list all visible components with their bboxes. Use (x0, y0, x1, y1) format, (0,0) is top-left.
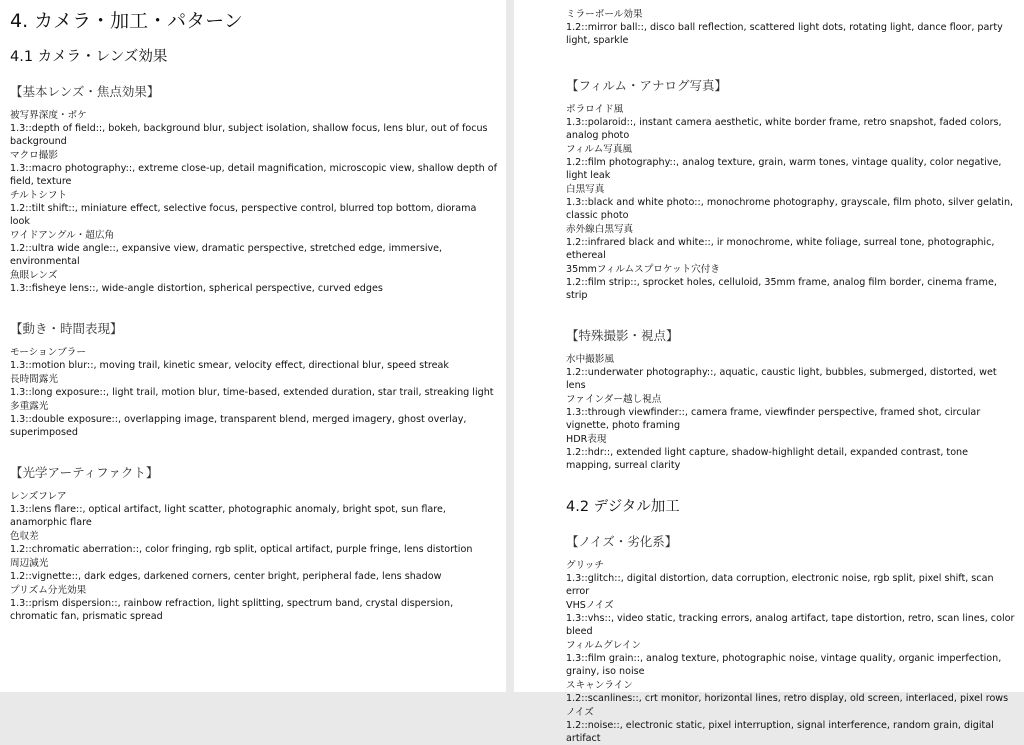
item-body: 1.3::polaroid::, instant camera aesthetic, white border frame, retro snapshot, faded colors, analog photo (566, 117, 1002, 141)
list-item (566, 183, 1016, 222)
item-body: 1.2::film strip::, sprocket holes, celluloid, 35mm frame, analog film border, cinema frame, strip (566, 277, 997, 301)
list-item (10, 189, 498, 228)
item-title: フィルム写真風 (566, 144, 633, 155)
list-item (566, 706, 1016, 745)
item-body: 1.3::film grain::, analog texture, photographic noise, vintage quality, organic imperfection, grainy, iso noise (566, 653, 1002, 677)
list-item (566, 103, 1016, 142)
section-subtitle: 4.2 デジタル加工 (566, 499, 680, 515)
item-body: 1.3::double exposure::, overlapping image, transparent blend, merged imagery, ghost overlay, superimposed (10, 414, 467, 438)
list-item (566, 263, 1016, 302)
item-body: 1.2::chromatic aberration::, color fringing, rgb split, optical artifact, purple fringe, lens distortion (10, 544, 473, 555)
item-body: 1.2::ultra wide angle::, expansive view, dramatic perspective, stretched edge, immersive, environmental (10, 243, 443, 267)
item-title: 長時間露光 (10, 374, 58, 385)
list-item (10, 269, 498, 295)
section (566, 327, 1016, 472)
list-item (566, 353, 1016, 392)
item-body: 1.2::noise::, electronic static, pixel interruption, signal interference, random grain, digital artifact (566, 720, 994, 744)
item-title: モーションブラー (10, 347, 86, 358)
section-heading: 【フィルム・アナログ写真】 (566, 78, 728, 93)
list-item (10, 490, 498, 529)
page-title: 4. カメラ・加工・パターン (10, 10, 243, 32)
section (10, 320, 498, 439)
item-body: 1.2::tilt shift::, miniature effect, selective focus, perspective control, blurred top bottom, diorama look (10, 203, 477, 227)
item-title: VHSノイズ (566, 600, 614, 611)
item-title: 赤外線白黒写真 (566, 224, 634, 235)
item-body: 1.2::mirror ball::, disco ball reflection, scattered light dots, rotating light, dance floor, party light, sparkle (566, 22, 1003, 46)
section-heading: 【特殊撮影・視点】 (566, 328, 679, 343)
list-item (566, 639, 1016, 678)
right-sections (566, 77, 1016, 472)
item-body: 1.2::vignette::, dark edges, darkened corners, center bright, peripheral fade, lens shadow (10, 571, 442, 582)
section-heading: 【光学アーティファクト】 (10, 465, 159, 480)
item-title: 白黒写真 (566, 184, 605, 195)
item-title: 水中撮影風 (566, 354, 614, 365)
section (566, 533, 1016, 745)
item-title: プリズム分光効果 (10, 585, 87, 596)
item-body: 1.2::hdr::, extended light capture, shadow-highlight detail, expanded contrast, tone mapping, surreal clarity (566, 447, 969, 471)
section-heading: 【動き・時間表現】 (10, 321, 123, 336)
item-body: 1.3::macro photography::, extreme close-up, detail magnification, microscopic view, shallow depth of field, texture (10, 163, 498, 187)
list-item (10, 530, 498, 556)
list-item (566, 559, 1016, 598)
section (10, 83, 498, 295)
item-title: チルトシフト (10, 190, 68, 201)
item-body: 1.3::prism dispersion::, rainbow refraction, light splitting, spectrum band, crystal dispersion, chromatic fan, prismatic spread (10, 598, 454, 622)
list-item (10, 557, 498, 583)
item-body: 1.2::scanlines::, crt monitor, horizontal lines, retro display, old screen, interlaced, pixel rows (566, 693, 1009, 704)
item-title: 被写界深度・ボケ (10, 110, 87, 121)
item-title: グリッチ (566, 560, 604, 571)
section-subtitle: 4.1 カメラ・レンズ効果 (10, 49, 168, 65)
list-item (566, 393, 1016, 432)
item-body: 1.2::film photography::, analog texture, grain, warm tones, vintage quality, color negative, light leak (566, 157, 1002, 181)
document-page-right (514, 0, 1024, 744)
section (566, 77, 1016, 302)
list-item (10, 109, 498, 148)
item-body: 1.3::lens flare::, optical artifact, light scatter, photographic anomaly, bright spot, sun flare, anamorphic flare (10, 504, 446, 528)
section-heading: 【基本レンズ・焦点効果】 (10, 84, 160, 99)
item-title: レンズフレア (10, 491, 67, 502)
list-item (566, 223, 1016, 262)
list-item (10, 346, 498, 372)
list-item (10, 584, 498, 623)
item-title: マクロ撮影 (10, 150, 58, 161)
right-sections-2 (566, 533, 1016, 745)
document-page-left (0, 0, 506, 692)
item-title: 色収差 (10, 531, 39, 542)
list-item (10, 400, 498, 439)
list-item (10, 229, 498, 268)
list-item (566, 143, 1016, 182)
item-title: ワイドアングル・超広角 (10, 230, 115, 241)
item-body: 1.3::black and white photo::, monochrome photography, grayscale, film photo, silver gelatin, classic photo (566, 197, 1014, 221)
list-item (566, 8, 1016, 47)
left-sections (10, 83, 498, 623)
item-body: 1.3::through viewfinder::, camera frame, viewfinder perspective, framed shot, circular vignette, photo framing (566, 407, 981, 431)
item-title: HDR表現 (566, 434, 607, 445)
item-title: ノイズ (566, 707, 594, 718)
item-body: 1.3::motion blur::, moving trail, kinetic smear, velocity effect, directional blur, speed streak (10, 360, 449, 371)
item-title: 周辺減光 (10, 558, 49, 569)
item-title: ポラロイド風 (566, 104, 624, 115)
list-item (10, 373, 498, 399)
item-title: 35mmフィルムスプロケット穴付き (566, 264, 720, 275)
item-body: 1.3::fisheye lens::, wide-angle distortion, spherical perspective, curved edges (10, 283, 383, 294)
item-body: 1.3::glitch::, digital distortion, data corruption, electronic noise, rgb split, pixel shift, scan error (566, 573, 994, 597)
item-body: 1.2::underwater photography::, aquatic, caustic light, bubbles, submerged, distorted, wet lens (566, 367, 997, 391)
item-body: 1.3::long exposure::, light trail, motion blur, time-based, extended duration, star trail, streaking light (10, 387, 494, 398)
item-title: ファインダー越し視点 (566, 394, 662, 405)
list-item (566, 679, 1016, 705)
item-title: スキャンライン (566, 680, 633, 691)
item-title: ミラーボール効果 (566, 9, 643, 20)
item-body: 1.3::depth of field::, bokeh, background blur, subject isolation, shallow focus, lens blur, out of focus background (10, 123, 488, 147)
section-heading: 【ノイズ・劣化系】 (566, 534, 678, 549)
item-title: フィルムグレイン (566, 640, 642, 651)
item-body: 1.2::infrared black and white::, ir monochrome, white foliage, surreal tone, photographic, ethereal (566, 237, 995, 261)
list-item (10, 149, 498, 188)
item-title: 多重露光 (10, 401, 49, 412)
list-item (566, 599, 1016, 638)
item-title: 魚眼レンズ (10, 270, 58, 281)
item-body: 1.3::vhs::, video static, tracking errors, analog artifact, tape distortion, retro, scan lines, color bleed (566, 613, 1015, 637)
section (10, 464, 498, 623)
list-item (566, 433, 1016, 472)
